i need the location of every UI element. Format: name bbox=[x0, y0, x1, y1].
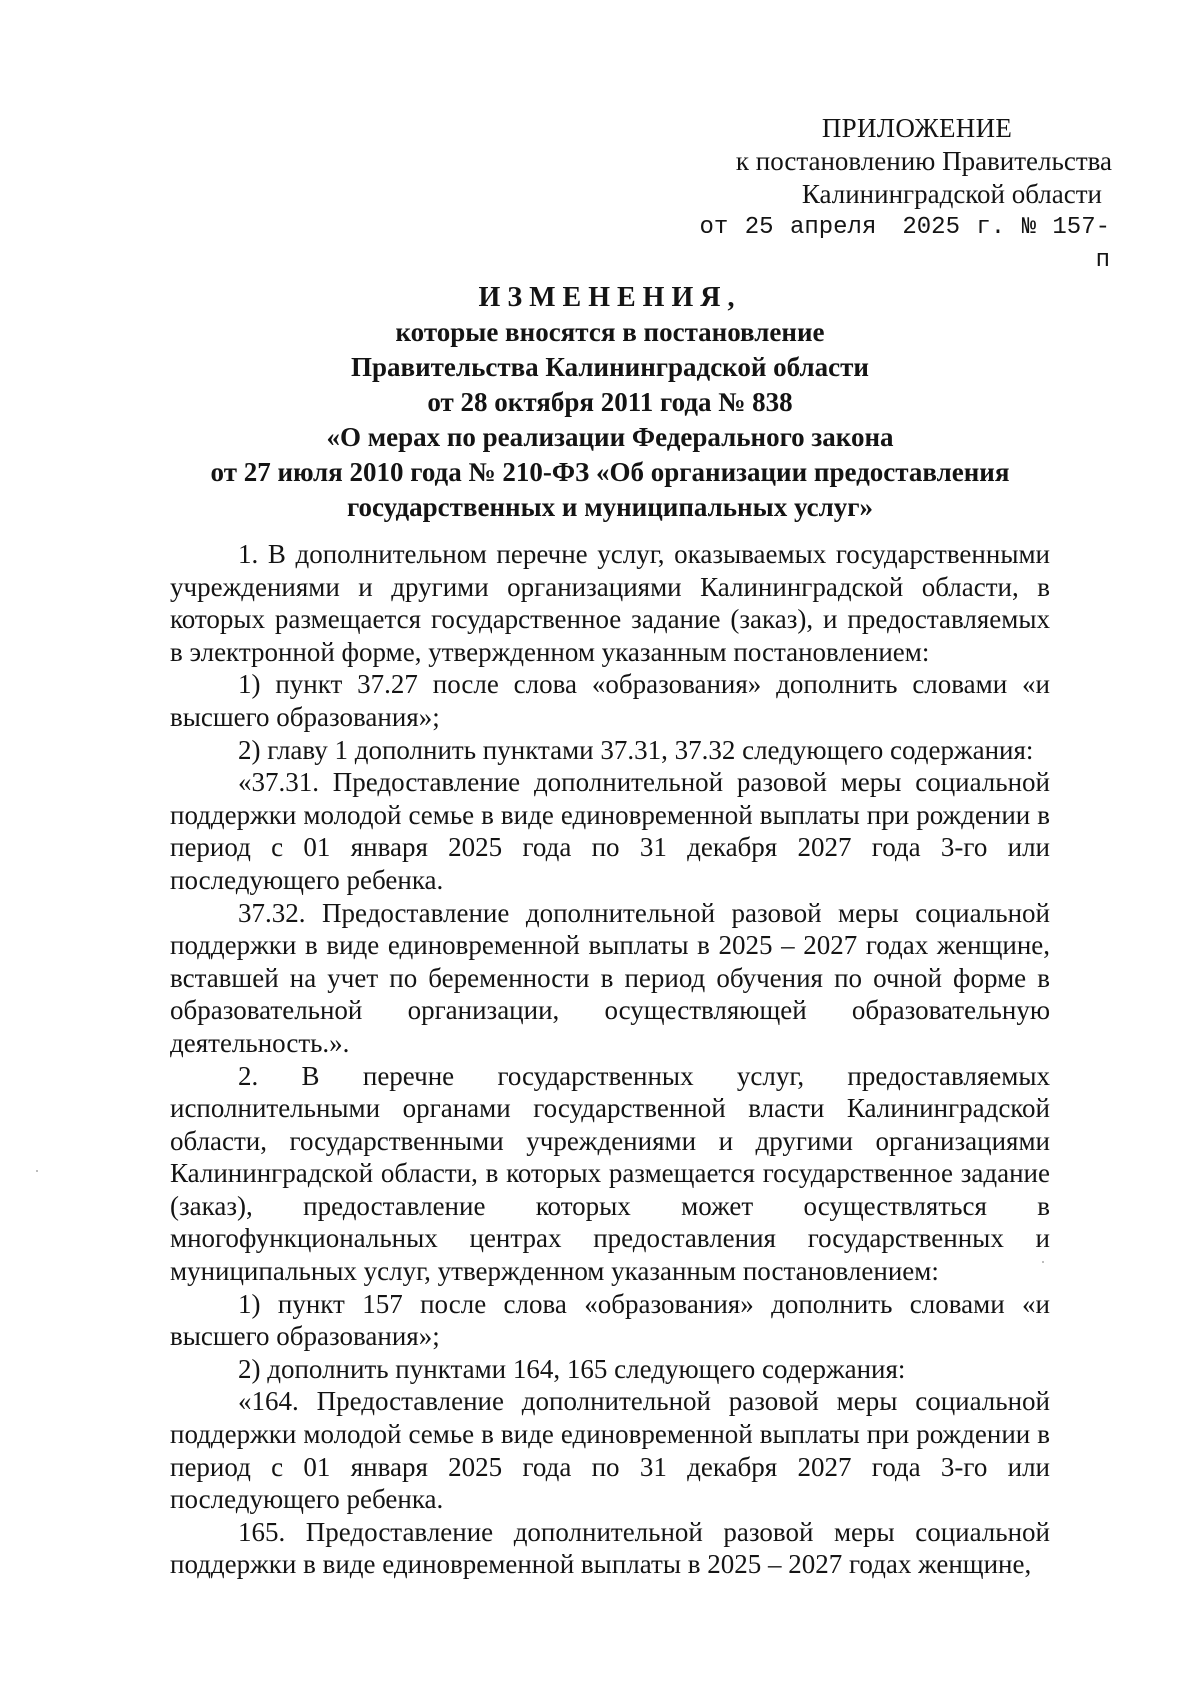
appendix-title: ПРИЛОЖЕНИЕ bbox=[821, 113, 1013, 143]
paragraph-item-1-2: 2) главу 1 дополнить пунктами 37.31, 37.32 следующего содержания: bbox=[238, 734, 1034, 765]
paragraph-item-1-1: 1) пункт 37.27 после слова «образования» дополнить словами «и высшего образования»; bbox=[170, 669, 1050, 732]
title-line-1: которые вносятся в постановление bbox=[395, 317, 825, 347]
title-line-4: «О мерах по реализации Федерального закона bbox=[326, 422, 894, 452]
scan-speck bbox=[1042, 1261, 1044, 1263]
appendix-date: от 25 апреля bbox=[699, 214, 877, 241]
scan-speck bbox=[36, 1170, 38, 1172]
document-body bbox=[170, 538, 1050, 1581]
title-line-6: государственных и муниципальных услуг» bbox=[346, 492, 874, 522]
paragraph-section-1: 1. В дополнительном перечне услуг, оказываемых государственными учреждениями и другими организациями Калининградской области, в которых размещается государственное задание (заказ), и предоставляемых в электронной форме, утвержденном указанным постановлением: bbox=[170, 539, 1050, 667]
title-heading: ИЗМЕНЕНИЯ, bbox=[478, 282, 742, 313]
title-line-2: Правительства Калининградской области bbox=[351, 352, 869, 382]
title-line-3: от 28 октября 2011 года № 838 bbox=[427, 387, 793, 417]
paragraph-point-165: 165. Предоставление дополнительной разовой меры социальной поддержки в виде единовременной выплаты в 2025 – 2027 годах женщине, bbox=[170, 1516, 1050, 1580]
paragraph-point-37-32: 37.32. Предоставление дополнительной разовой меры социальной поддержки в виде единовременной выплаты в 2025 – 2027 годах женщине, вставшей на учет по беременности в период обучения по очной форме в образовательной организации, осуществляющей образовательную деятельность.». bbox=[170, 897, 1050, 1058]
title-line-5: от 27 июля 2010 года № 210-ФЗ «Об организации предоставления bbox=[210, 457, 1010, 487]
paragraph-item-2-2: 2) дополнить пунктами 164, 165 следующего содержания: bbox=[238, 1353, 906, 1384]
appendix-number: 2025 г. № 157-п bbox=[902, 214, 1110, 274]
appendix-region-line: Калининградской области bbox=[801, 179, 1102, 209]
paragraph-section-2: 2. В перечне государственных услуг, предоставляемых исполнительными органами государственной власти Калининградской области, государственными учреждениями и другими организациями Калининградской области, в которых размещается государственное задание (заказ), предоставление которых может осуществляться в многофункциональных центрах предоставления государственных и муниципальных услуг, утвержденном указанным постановлением: bbox=[170, 1060, 1050, 1287]
document-title bbox=[170, 280, 1050, 525]
appendix-header bbox=[692, 112, 1112, 277]
paragraph-point-164: «164. Предоставление дополнительной разовой меры социальной поддержки молодой семье в виде единовременной выплаты при рождении в период с 01 января 2025 года по 31 декабря 2027 года 3-го или последующего ребенка. bbox=[170, 1386, 1050, 1515]
appendix-reference-line: к постановлению Правительства bbox=[735, 146, 1112, 176]
paragraph-item-2-1: 1) пункт 157 после слова «образования» дополнить словами «и высшего образования»; bbox=[170, 1288, 1050, 1352]
paragraph-point-37-31: «37.31. Предоставление дополнительной разовой меры социальной поддержки молодой семье в виде единовременной выплаты при рождении в период с 01 января 2025 года по 31 декабря 2027 года 3-го или последующего ребенка. bbox=[170, 767, 1050, 895]
appendix-date-line bbox=[692, 211, 1112, 277]
